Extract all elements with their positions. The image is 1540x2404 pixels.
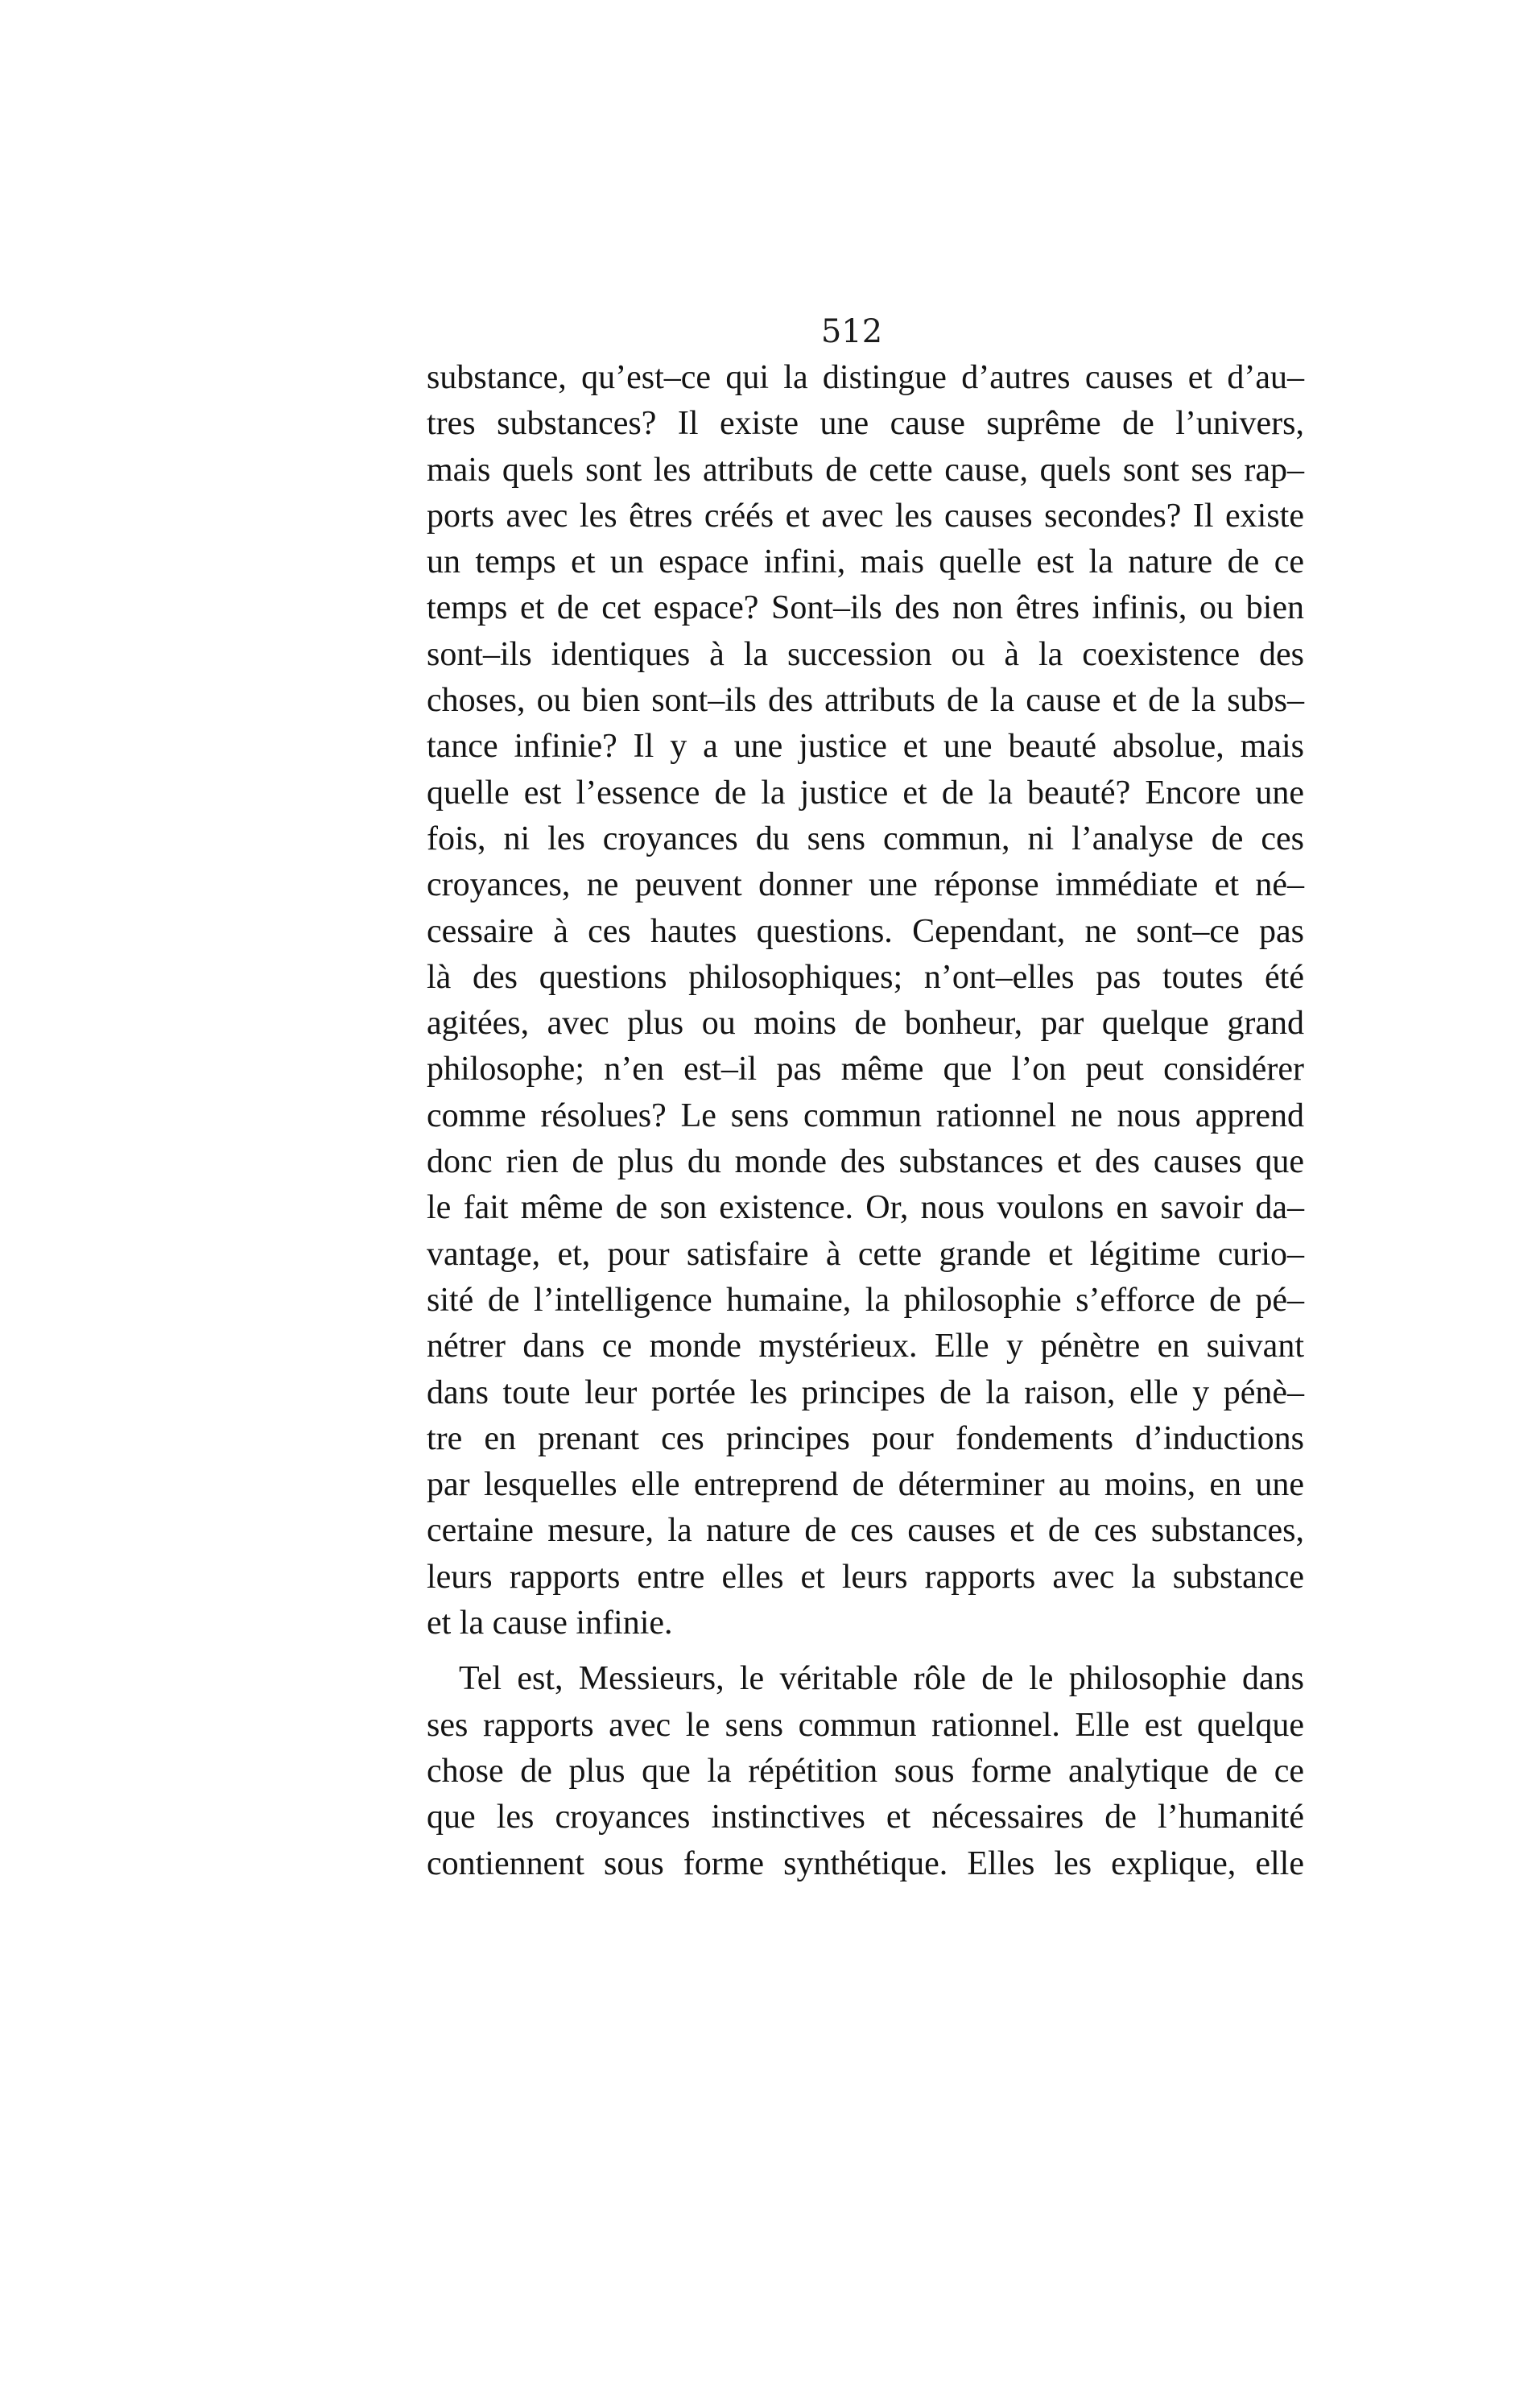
text-line: par lesquelles elle entreprend de déterminer au moins, en une (427, 1466, 1304, 1504)
paragraph-gap (427, 1646, 1304, 1656)
text-line: agitées, avec plus ou moins de bonheur, par quelque grand (427, 1005, 1304, 1043)
text-line: fois, ni les croyances du sens commun, ni l’analyse de ces (427, 820, 1304, 857)
text-line: Tel est, Messieurs, le véritable rôle de le philosophie dans (459, 1660, 1304, 1698)
text-line: croyances, ne peuvent donner une réponse immédiate et né– (427, 866, 1304, 904)
text-line: tance infinie? Il y a une justice et une beauté absolue, mais (427, 728, 1304, 766)
text-line: dans toute leur portée les principes de la raison, elle y pénè– (427, 1373, 1304, 1411)
text-line: quelle est l’essence de la justice et de la beauté? Encore une (427, 774, 1304, 812)
text-line: sité de l’intelligence humaine, la philosophie s’efforce de pé– (427, 1281, 1304, 1319)
text-line: ports avec les êtres créés et avec les causes secondes? Il existe (427, 497, 1304, 535)
text-line: tres substances? Il existe une cause suprême de l’univers, (427, 405, 1304, 443)
text-line: mais quels sont les attributs de cette cause, quels sont ses rap– (427, 451, 1304, 489)
text-line: choses, ou bien sont–ils des attributs de la cause et de la subs– (427, 682, 1304, 720)
text-line: chose de plus que la répétition sous forme analytique de ce (427, 1752, 1304, 1790)
text-line: que les croyances instinctives et nécessaires de l’humanité (427, 1799, 1304, 1836)
text-line: leurs rapports entre elles et leurs rapports avec la substance (427, 1558, 1304, 1596)
text-line: un temps et un espace infini, mais quelle est la nature de ce (427, 543, 1304, 581)
text-line: comme résolues? Le sens commun rationnel ne nous apprend (427, 1097, 1304, 1134)
text-line: philosophe; n’en est–il pas même que l’on peut considérer (427, 1051, 1304, 1088)
text-line: et la cause infinie. (427, 1605, 673, 1642)
text-line: substance, qu’est–ce qui la distingue d’autres causes et d’au– (427, 359, 1304, 396)
text-line: ses rapports avec le sens commun rationnel. Elle est quelque (427, 1706, 1304, 1744)
text-line: donc rien de plus du monde des substances et des causes que (427, 1143, 1304, 1181)
text-line: là des questions philosophiques; n’ont–elles pas toutes été (427, 958, 1304, 996)
text-line: sont–ils identiques à la succession ou à la coexistence des (427, 635, 1304, 673)
text-line: tre en prenant ces principes pour fondements d’inductions (427, 1419, 1304, 1457)
text-line: le fait même de son existence. Or, nous voulons en savoir da– (427, 1189, 1304, 1227)
text-line: temps et de cet espace? Sont–ils des non êtres infinis, ou bien (427, 589, 1304, 627)
body-text (427, 355, 1304, 1887)
text-line: cessaire à ces hautes questions. Cependant, ne sont–ce pas (427, 912, 1304, 950)
text-line: nétrer dans ce monde mystérieux. Elle y pénètre en suivant (427, 1328, 1304, 1365)
text-line: certaine mesure, la nature de ces causes et de ces substances, (427, 1512, 1304, 1550)
text-line: vantage, et, pour satisfaire à cette grande et légitime curio– (427, 1235, 1304, 1273)
page-number: 512 (820, 313, 883, 350)
text-line: contiennent sous forme synthétique. Elles les explique, elle (427, 1844, 1304, 1882)
